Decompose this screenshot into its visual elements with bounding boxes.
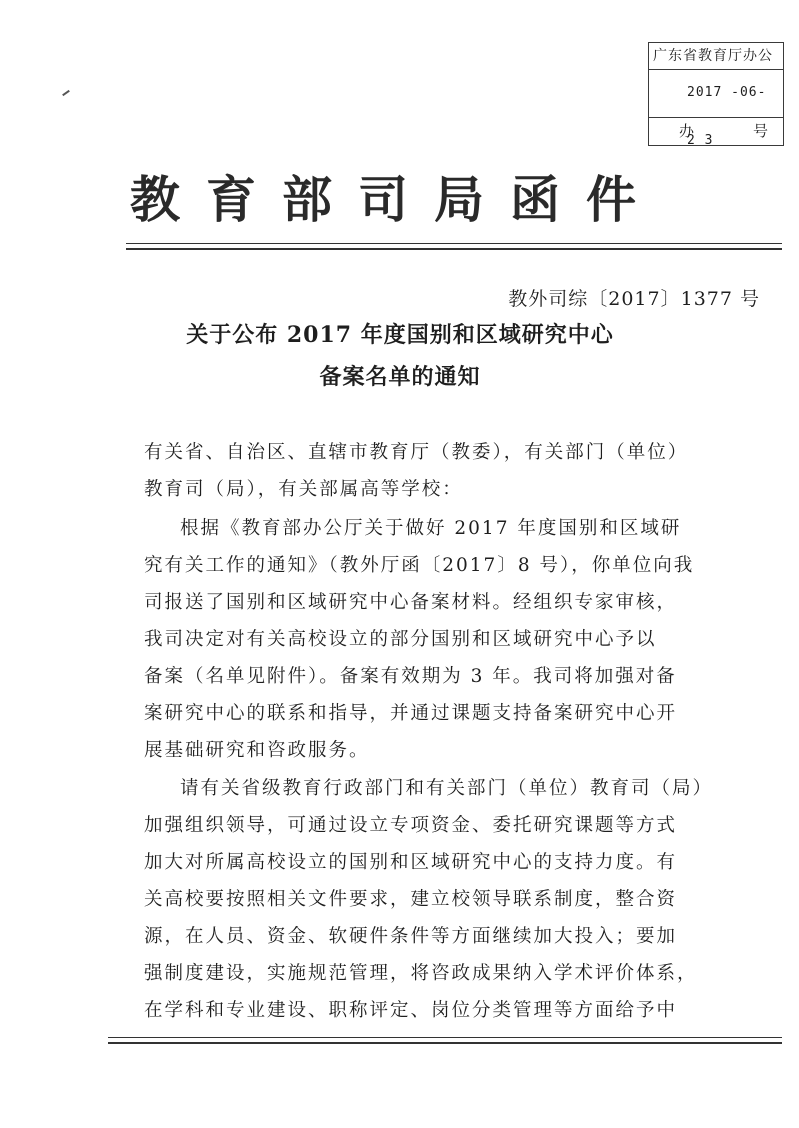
salutation	[144, 434, 754, 508]
salutation-line: 教育司（局），有关部属高等学校：	[144, 479, 463, 500]
salutation-line: 有关省、自治区、直辖市教育厅（教委），有关部门（单位）	[144, 442, 689, 463]
paragraph-line: 备案（名单见附件）。备案有效期为 3 年。我司将加强对备	[144, 666, 677, 687]
paragraph-line: 案研究中心的联系和指导，并通过课题支持备案研究中心开	[144, 703, 678, 724]
letterhead-rule	[126, 243, 782, 250]
paragraph-line: 在学科和专业建设、职称评定、岗位分类管理等方面给予中	[144, 1000, 678, 1021]
body-paragraph-1	[144, 510, 754, 769]
scan-mark	[62, 90, 70, 96]
body-paragraph-2	[144, 770, 754, 1029]
paragraph-line: 加强组织领导，可通过设立专项资金、委托研究课题等方式	[144, 815, 678, 836]
paragraph-line: 展基础研究和咨政服务。	[144, 740, 370, 761]
paragraph-line: 关高校要按照相关文件要求，建立校领导联系制度，整合资	[144, 889, 678, 910]
notice-title-line-2: 备案名单的通知	[319, 364, 481, 390]
stamp-office: 广东省教育厅办公	[649, 43, 783, 70]
stamp-label-hao: 号	[753, 122, 769, 140]
footer-rule	[108, 1037, 782, 1044]
paragraph-line: 司报送了国别和区域研究中心备案材料。经组织专家审核，	[144, 592, 678, 613]
paragraph-line: 加大对所属高校设立的国别和区域研究中心的支持力度。有	[144, 852, 678, 873]
paragraph-line: 请有关省级教育行政部门和有关部门（单位）教育司（局）	[180, 778, 714, 799]
document-number: 教外司综〔2017〕1377 号	[508, 288, 760, 310]
paragraph-line: 源，在人员、资金、软硬件条件等方面继续加大投入；要加	[144, 926, 678, 947]
stamp-date: 2017 -06- 2 3	[649, 69, 783, 118]
paragraph-line: 强制度建设，实施规范管理，将咨政成果纳入学术评价体系，	[144, 963, 698, 984]
stamp-number-row	[649, 117, 783, 145]
paragraph-line: 究有关工作的通知》（教外厅函〔2017〕8 号），你单位向我	[144, 555, 695, 576]
receipt-stamp	[648, 42, 784, 146]
paragraph-line: 我司决定对有关高校设立的部分国别和区域研究中心予以	[144, 629, 657, 650]
stamp-label-ban: 办	[679, 122, 695, 140]
paragraph-line: 根据《教育部办公厅关于做好 2017 年度国别和区域研	[180, 518, 682, 539]
notice-title-line-1: 关于公布 2017 年度国别和区域研究中心	[186, 322, 614, 348]
letterhead-title: 教育部司局函件	[130, 170, 662, 229]
